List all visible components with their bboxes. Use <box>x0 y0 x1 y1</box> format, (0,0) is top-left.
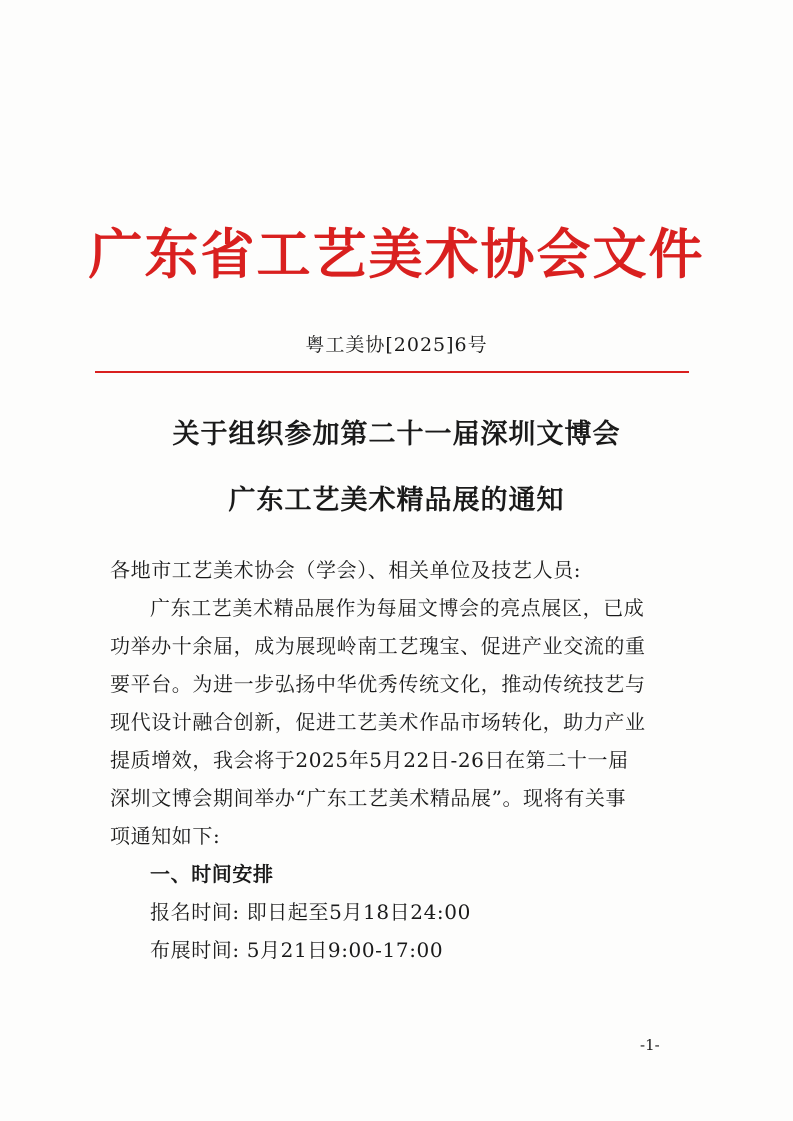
salutation: 各地市工艺美术协会（学会）、相关单位及技艺人员: <box>110 558 582 582</box>
paragraph-line: 深圳文博会期间举办“广东工艺美术精品展”。现将有关事 <box>110 786 627 810</box>
org-document-header: 广东省工艺美术协会文件 <box>88 222 705 286</box>
paragraph-line: 要平台。为进一步弘扬中华优秀传统文化，推动传统技艺与 <box>110 672 646 696</box>
schedule-registration: 报名时间: 即日起至5月18日24:00 <box>150 900 471 924</box>
schedule-setup: 布展时间: 5月21日9:00-17:00 <box>150 938 444 962</box>
red-separator-line <box>95 371 689 373</box>
document-number: 粤工美协[2025]6号 <box>305 334 488 356</box>
page-number: -1- <box>640 1036 660 1054</box>
paragraph-line: 功举办十余届，成为展现岭南工艺瑰宝、促进产业交流的重 <box>110 634 646 658</box>
section-heading-time-schedule: 一、时间安排 <box>150 862 274 886</box>
paragraph-line: 现代设计融合创新，促进工艺美术作品市场转化，助力产业 <box>110 710 646 734</box>
paragraph-line: 广东工艺美术精品展作为每届文博会的亮点展区，已成 <box>150 596 645 620</box>
paragraph-line: 项通知如下: <box>110 824 221 848</box>
notice-title-line-2: 广东工艺美术精品展的通知 <box>228 485 565 516</box>
notice-title-line-1: 关于组织参加第二十一届深圳文博会 <box>172 419 621 450</box>
paragraph-line: 提质增效，我会将于2025年5月22日-26日在第二十一届 <box>110 748 629 772</box>
